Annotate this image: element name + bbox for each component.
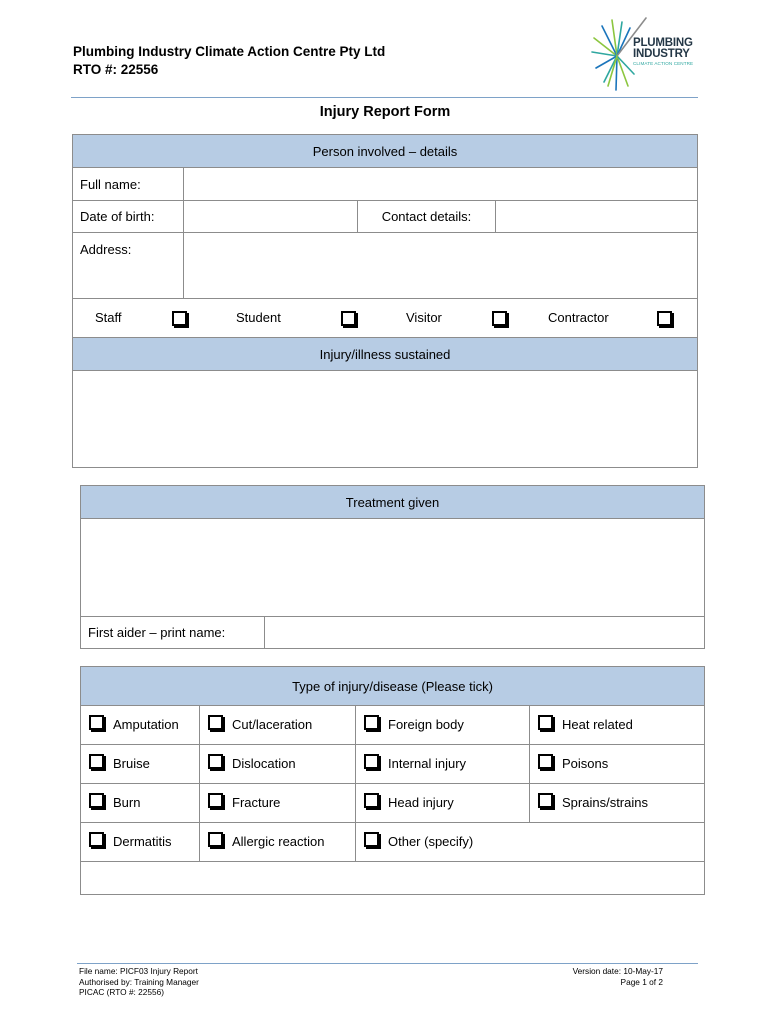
- staff-checkbox[interactable]: [172, 311, 187, 326]
- option-other-specify: Other (specify): [388, 833, 474, 849]
- checkbox[interactable]: [208, 754, 223, 769]
- checkbox[interactable]: [89, 754, 104, 769]
- injury-sustained-field[interactable]: [73, 371, 698, 468]
- injury-option[interactable]: [356, 823, 705, 862]
- checkbox[interactable]: [538, 793, 553, 808]
- checkbox[interactable]: [89, 832, 104, 847]
- injury-option[interactable]: [356, 784, 530, 823]
- option-sprains-strains: Sprains/strains: [562, 794, 648, 810]
- injury-option[interactable]: [200, 745, 356, 784]
- contact-details-label: Contact details:: [358, 201, 496, 233]
- injury-option[interactable]: [81, 745, 200, 784]
- option-fracture: Fracture: [232, 794, 281, 810]
- checkbox[interactable]: [538, 754, 553, 769]
- option-allergic-reaction: Allergic reaction: [232, 833, 325, 849]
- address-label: Address:: [73, 233, 184, 299]
- injury-type-row: [81, 706, 705, 745]
- role-selection-row: [73, 299, 698, 338]
- role-label-staff: Staff: [95, 310, 122, 325]
- option-burn: Burn: [113, 794, 141, 810]
- rto-number: RTO #: 22556: [73, 62, 159, 77]
- first-aider-field[interactable]: [265, 617, 705, 649]
- role-label-visitor: Visitor: [406, 310, 442, 325]
- injury-option[interactable]: [81, 706, 200, 745]
- other-specify-field[interactable]: [81, 862, 705, 895]
- checkbox[interactable]: [208, 832, 223, 847]
- checkbox[interactable]: [89, 793, 104, 808]
- option-bruise: Bruise: [113, 755, 150, 771]
- checkbox[interactable]: [364, 793, 379, 808]
- option-heat-related: Heat related: [562, 716, 633, 732]
- injury-type-heading: Type of injury/disease (Please tick): [81, 667, 705, 706]
- student-checkbox[interactable]: [341, 311, 356, 326]
- injury-type-row: [81, 745, 705, 784]
- contractor-checkbox[interactable]: [657, 311, 672, 326]
- option-internal-injury: Internal injury: [388, 755, 467, 771]
- option-foreign-body: Foreign body: [388, 716, 464, 732]
- role-label-student: Student: [236, 310, 281, 325]
- logo-line-2: INDUSTRY: [633, 48, 690, 60]
- injury-option[interactable]: [530, 784, 705, 823]
- injury-option[interactable]: [356, 745, 530, 784]
- checkbox[interactable]: [208, 715, 223, 730]
- checkbox[interactable]: [364, 715, 379, 730]
- footer-version-date: Version date: 10-May-17: [572, 966, 663, 976]
- full-name-label: Full name:: [73, 168, 184, 201]
- first-aider-label: First aider – print name:: [81, 617, 265, 649]
- injury-type-table: [80, 666, 705, 895]
- checkbox[interactable]: [538, 715, 553, 730]
- treatment-field[interactable]: [81, 519, 705, 617]
- dob-field[interactable]: [184, 201, 358, 233]
- footer-file-name: File name: PICF03 Injury Report: [79, 966, 198, 976]
- company-header: [73, 43, 385, 79]
- address-field[interactable]: [184, 233, 698, 299]
- visitor-checkbox[interactable]: [492, 311, 507, 326]
- logo-line-1: PLUMBING: [633, 37, 693, 49]
- option-poisons: Poisons: [562, 755, 609, 771]
- injury-option[interactable]: [200, 823, 356, 862]
- person-details-heading: Person involved – details: [73, 135, 698, 168]
- injury-option[interactable]: [200, 784, 356, 823]
- footer-org: PICAC (RTO #: 22556): [79, 987, 165, 997]
- footer-authorised: Authorised by: Training Manager: [79, 976, 199, 987]
- full-name-field[interactable]: [184, 168, 698, 201]
- injury-type-row: [81, 784, 705, 823]
- logo-line-3: CLIMATE ACTION CENTRE: [633, 61, 694, 66]
- injury-option[interactable]: [530, 706, 705, 745]
- company-name: Plumbing Industry Climate Action Centre Pty Ltd: [73, 44, 386, 59]
- person-details-table: [72, 134, 698, 468]
- header-divider: [71, 97, 698, 98]
- role-label-contractor: Contractor: [548, 310, 609, 325]
- injury-type-row: [81, 823, 705, 862]
- injury-sustained-heading: Injury/illness sustained: [73, 338, 698, 371]
- form-title: Injury Report Form: [319, 104, 451, 120]
- contact-details-field[interactable]: [496, 201, 698, 233]
- option-head-injury: Head injury: [388, 794, 454, 810]
- checkbox[interactable]: [208, 793, 223, 808]
- injury-option[interactable]: [530, 745, 705, 784]
- dob-label: Date of birth:: [73, 201, 184, 233]
- footer-divider: [77, 963, 698, 964]
- checkbox[interactable]: [364, 832, 379, 847]
- checkbox[interactable]: [89, 715, 104, 730]
- injury-option[interactable]: [81, 784, 200, 823]
- footer-right: [540, 966, 663, 987]
- treatment-table: [80, 485, 705, 649]
- checkbox[interactable]: [364, 754, 379, 769]
- injury-option[interactable]: [200, 706, 356, 745]
- plumbing-industry-logo: [590, 16, 702, 92]
- injury-option[interactable]: [356, 706, 530, 745]
- footer-left: [79, 966, 199, 998]
- injury-option[interactable]: [81, 823, 200, 862]
- option-cut-laceration: Cut/laceration: [232, 716, 313, 732]
- option-dermatitis: Dermatitis: [113, 833, 172, 849]
- treatment-heading: Treatment given: [81, 486, 705, 519]
- footer-page-number: Page 1 of 2: [620, 976, 663, 987]
- option-dislocation: Dislocation: [232, 755, 296, 771]
- option-amputation: Amputation: [113, 716, 179, 732]
